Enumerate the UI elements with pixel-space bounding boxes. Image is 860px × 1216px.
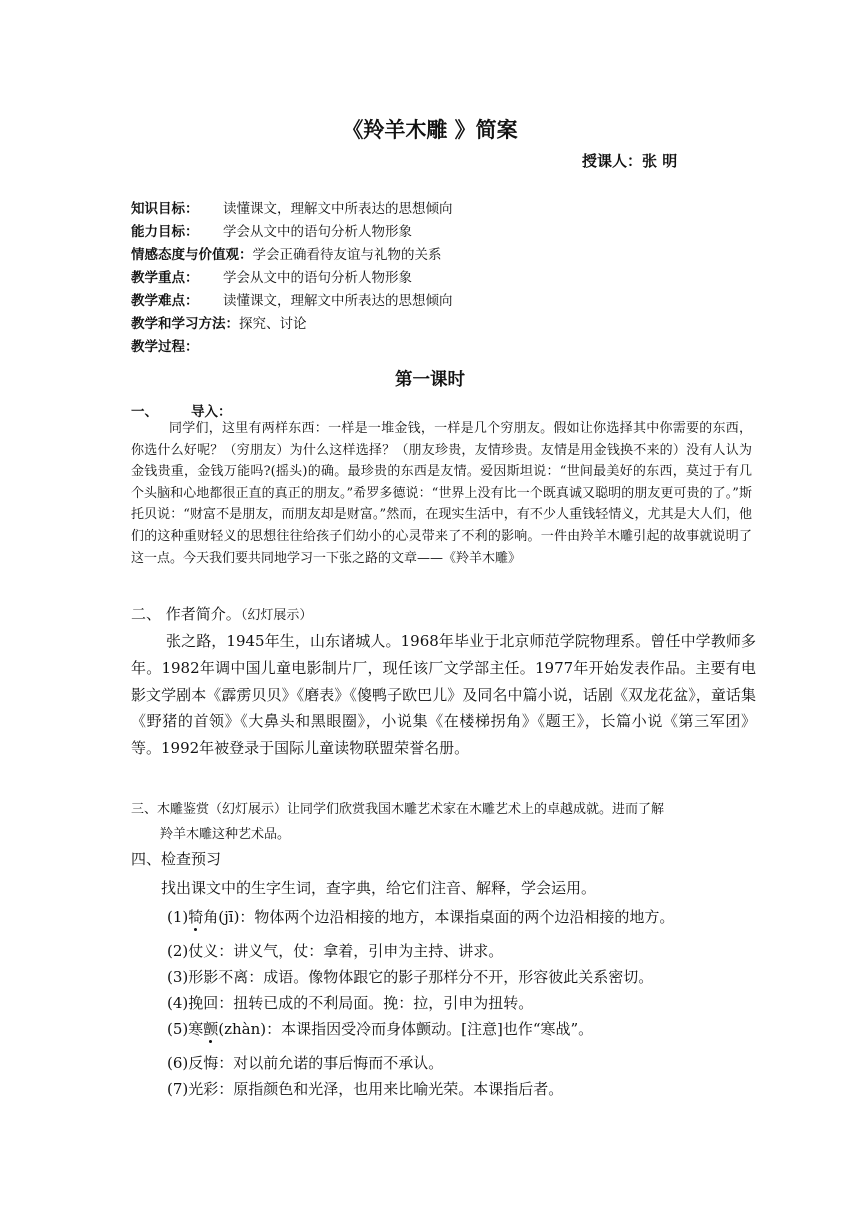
section-3 [131,797,756,847]
meta-ability-goal [131,220,412,240]
section-2-note: （幻灯展示） [240,608,313,623]
document-title: 《羚羊木雕 》简案 [342,117,518,142]
meta-value: 学会从文中的语句分析人物形象 [223,270,412,286]
meta-value: 探究、讨论 [239,316,307,332]
vocab-item: (6)反悔：对以前允诺的事后悔而不承认。 [167,1054,444,1072]
vocab-item: (4)挽回：扭转已成的不利局面。挽：拉，引申为扭转。 [167,994,534,1012]
vocab-item-text: (1) [167,908,189,926]
meta-value: 读懂课文，理解文中所表达的思想倾向 [223,293,453,309]
emphasis-char: 颤 [203,1020,219,1038]
meta-value: 学会正确看待友谊与礼物的关系 [252,247,442,263]
section-2-heading [131,603,312,624]
section-1-number: 一、 [131,404,158,420]
meta-value: 读懂课文，理解文中所表达的思想倾向 [223,201,453,217]
section-2-text: 张之路，1945年生，山东诸城人。1968年毕业于北京师范学院物理系。曾任中学教师多年。1982年调中国儿童电影制片厂，现任该厂文学部主任。1977年开始发表作品。主要有电影文学剧本《霹雳贝贝》《磨表》《傻鸭子欧巴儿》及同名中篇小说，话剧《双龙花盆》，童话集《野猪的首领》《大鼻头和黑眼圈》，小说集《在楼梯拐角》《题王》，长篇小说《第三军团》等。1992年被登录于国际儿童读物联盟荣誉名册。 [131,632,756,758]
meta-knowledge-goal [131,197,453,217]
emphasis-char: 犄 [188,908,204,926]
meta-label: 教学重点： [131,270,199,286]
meta-value: 学会从文中的语句分析人物形象 [223,224,412,240]
meta-label: 情感态度与价值观： [131,247,253,263]
vocab-item: (7)光彩：原指颜色和光泽，也用来比喻光荣。本课指后者。 [167,1080,564,1098]
lesson-heading: 第一课时 [395,370,465,390]
section-3-line1: 三、木雕鉴赏（幻灯展示）让同学们欣赏我国木雕艺术家在木雕艺术上的卓越成就。进而了解 [131,802,665,817]
section-4-intro: 找出课文中的生字生词，查字典，给它们注音、解释，学会运用。 [161,879,597,897]
vocab-item-text: 角(jī)：物体两个边沿相接的地方，本课指桌面的两个边沿相接的地方。 [203,908,675,926]
meta-emotion-goal [131,243,442,263]
meta-difficult-point [131,289,453,309]
vocab-item [167,906,674,927]
meta-key-point [131,266,412,286]
meta-process [131,335,199,355]
meta-label: 教学过程： [131,339,199,355]
meta-label: 知识目标： [131,201,199,217]
teacher-name: 授课人：张 明 [582,152,678,170]
meta-method [131,312,307,332]
section-2-title: 作者简介。 [165,605,241,623]
section-1-text: 同学们，这里有两样东西：一样是一堆金钱，一样是几个穷朋友。假如让你选择其中你需要的东西，你选什么好呢？（穷朋友）为什么这样选择？（朋友珍贵，友情珍贵。友情是用金钱换不来的）没有人认为金钱贵重，金钱万能吗?(摇头)的确。最珍贵的东西是友情。爱因斯坦说：“世间最美好的东西，莫过于有几个头脑和心地都很正直的真正的朋友。”希罗多德说：“世界上没有比一个既真诚又聪明的朋友更可贵的了。”斯托贝说：“财富不是朋友，而朋友却是财富。”然而，在现实生活中，有不少人重钱轻情义，尤其是大人们，他们的这种重财轻义的思想往往给孩子们幼小的心灵带来了不利的影响。一件由羚羊木雕引起的故事就说明了这一点。今天我们要共同地学习一下张之路的文章——《羚羊木雕》 [131,421,752,566]
meta-label: 能力目标： [131,224,199,240]
section-4-title: 四、检查预习 [131,850,222,868]
vocab-item-text: (zhàn)：本课指因受冷而身体颤动。[注意]也作“寒战”。 [218,1020,594,1038]
vocab-item: (3)形影不离：成语。像物体跟它的影子那样分不开，形容彼此关系密切。 [167,968,654,986]
vocab-item: (2)仗义：讲义气，仗：拿着，引申为主持、讲求。 [167,942,504,960]
meta-label: 教学和学习方法： [131,316,239,332]
meta-label: 教学难点： [131,293,199,309]
section-1-title: 导入： [191,404,232,420]
vocab-item-text: (5)寒 [167,1020,204,1038]
vocab-item [167,1018,593,1039]
section-3-line2: 羚羊木雕这种艺术品。 [160,827,291,842]
section-2-number: 二、 [131,605,162,623]
